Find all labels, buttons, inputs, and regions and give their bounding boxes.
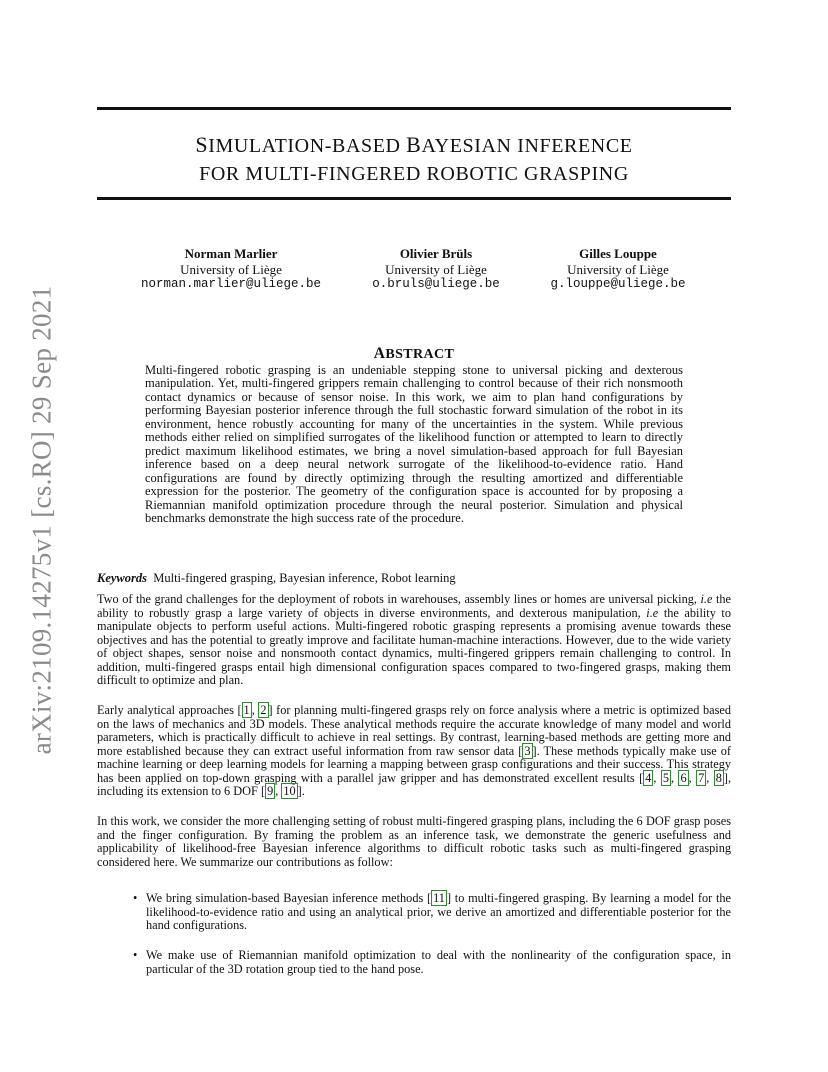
- contribution-text: We make use of Riemannian manifold optimization to deal with the nonlinearity of the configuration space, in particular of the 3D rotation group tied to the hand pose.: [146, 948, 731, 976]
- keywords-label: Keywords: [97, 571, 147, 585]
- citation-link[interactable]: 6: [680, 770, 687, 785]
- title-initial-2: B: [406, 132, 422, 157]
- keywords-text: Multi-fingered grasping, Bayesian inference, Robot learning: [153, 571, 456, 585]
- bullet-marker: •: [133, 948, 138, 962]
- author-email[interactable]: norman.marlier@uliege.be: [140, 277, 322, 291]
- citation-link[interactable]: 1: [243, 703, 250, 717]
- author-affiliation: University of Liège: [567, 261, 669, 277]
- text-span: i.e: [700, 592, 713, 606]
- author-affiliation: University of Liège: [180, 261, 282, 277]
- citation-link[interactable]: 11: [433, 891, 445, 905]
- keywords: [97, 571, 731, 585]
- title-bottom-rule: [97, 197, 731, 200]
- citation-link[interactable]: 2: [260, 703, 267, 717]
- citation-link[interactable]: 5: [662, 770, 669, 785]
- contribution-item-2: [133, 949, 731, 976]
- text-span: ,: [251, 703, 259, 717]
- text-span: ] for planning multi-fingered grasps rely on force analysis where a metric is optimized based on the laws of mechanics and 3D models. These analytical methods require the accurate knowledge of many model and world parameters, which is practically difficult to achieve in real settings. By contrast, learning-based methods are getting more and more established because they can extract useful information from raw sensor data [: [97, 703, 731, 758]
- text-span: ] to multi-fingered grasping. By learning a model for the likelihood-to-evidence ratio and using an analytical prior, we derive an amortized and differentiable posterior for the hand configurations.: [146, 891, 731, 932]
- citation-link[interactable]: 3: [524, 743, 531, 758]
- text-span: the ability to manipulate objects to perform useful actions. Multi-fingered robotic grasping represents a promising avenue towards these objectives and has the potential to greatly improve and facilitate human-machine interactions. However, due to the wide variety of object shapes, sensor noise and nonsmooth contact dynamics, multi-fingered grippers remain challenging to control. In addition, multi-fingered grasps entail high dimensional configuration spaces compared to two-fingered grasps, making them difficult to optimize and plan.: [97, 605, 732, 687]
- text-span: Early analytical approaches [: [97, 703, 242, 717]
- intro-paragraph-3: In this work, we consider the more challenging setting of robust multi-fingered grasping plans, including the 6 DOF grasp poses and the finger configuration. By framing the problem as an inference task, we demonstrate the generic usefulness and applicability of likelihood-free Bayesian inference algorithms to difficult robotic tasks such as multi-fingered grasping considered here. We summarize our contributions as follow:: [97, 814, 731, 869]
- citation-link[interactable]: 8: [715, 770, 722, 785]
- abstract-heading-text: BSTRACT: [385, 347, 455, 362]
- author-name: Gilles Louppe: [579, 246, 657, 261]
- text-span: i.e: [646, 605, 659, 620]
- contribution-text: [146, 892, 731, 933]
- title-initial-1: S: [195, 132, 209, 157]
- author-1: [131, 246, 331, 293]
- title-top-rule: [97, 107, 731, 110]
- text-span: ]. These methods typically make use of machine learning or deep learning models for learning a mapping between grasp configurations and their success. This strategy has been applied on top-down grasping with a parallel jaw gripper and has demonstrated excellent results [: [97, 743, 731, 785]
- author-3: [518, 246, 718, 293]
- author-name: Olivier Brüls: [399, 246, 473, 261]
- paper-title: [97, 131, 731, 188]
- author-email[interactable]: o.bruls@uliege.be: [372, 277, 500, 291]
- abstract-text: Multi-fingered robotic grasping is an undeniable stepping stone to universal picking and dexterous manipulation. Yet, multi-fingered grippers remain challenging to control because of their rich nonsmooth contact dynamics or because of sensor noise. In this work, we aim to plan hand configurations by performing Bayesian posterior inference through the full stochastic forward simulation of the robot in its environment, hence robustly accounting for many of the uncertainties in the system. While previous methods either relied on simplified surrogates of the likelihood function or attempted to learn to directly predict maximum likelihood estimates, we bring a novel simulation-based approach for full Bayesian inference based on a deep neural network surrogate of the likelihood-to-evidence ratio. Hand configurations are found by directly optimizing through the resulting amortized and differentiable expression for the posterior. The geometry of the configuration space is accounted for by proposing a Riemannian manifold optimization procedure through the neural posterior. Simulation and physical benchmarks demonstrate the high success rate of the procedure.: [145, 363, 683, 525]
- author-email[interactable]: g.louppe@uliege.be: [550, 277, 686, 291]
- contribution-item-1: [133, 892, 731, 933]
- title-line-2: FOR MULTI-FINGERED ROBOTIC GRASPING: [199, 163, 629, 185]
- text-span: Two of the grand challenges for the deployment of robots in warehouses, assembly lines or homes are universal picking,: [97, 592, 701, 606]
- text-span: the ability to robustly grasp a large variety of objects in diverse environments, and dexterous manipulation,: [97, 592, 731, 620]
- title-text-2: AYESIAN INFERENCE: [421, 135, 633, 157]
- intro-paragraph-2: Early analytical approaches [ 1 , 2 ] for planning multi-fingered grasps rely on force analysis where a metric is optimized based on the laws of mechanics and 3D models. These analytical methods require the accurate knowledge of many model and world parameters, which is practically difficult to achieve in real settings. By contrast, learning-based methods are getting more and more established because they can extract useful information from raw sensor data [ 3 ]. These methods typically make use of machine learning or deep learning models for learning a mapping between grasp configurations and their success. This strategy has been applied on top-down grasping with a parallel jaw gripper and has demonstrated excellent results [ 4 , 5 , 6 , 7 , 8 ], including its extension to 6 DOF [ 9 , 10 ].: [97, 703, 732, 798]
- text-span: We bring simulation-based Bayesian inference methods [: [146, 891, 432, 905]
- abstract-heading: [0, 345, 828, 363]
- title-line-1: [97, 131, 731, 160]
- author-affiliation: University of Liège: [385, 261, 487, 277]
- intro-paragraph-1: [97, 593, 731, 688]
- citation-link[interactable]: 10: [283, 784, 296, 798]
- arxiv-identifier: arXiv:2109.14275v1 [cs.RO] 29 Sep 2021: [26, 285, 57, 755]
- citation-link[interactable]: 9: [267, 784, 274, 798]
- citation-link[interactable]: 7: [698, 770, 705, 785]
- text-span: ], including its extension to 6 DOF [: [97, 770, 732, 798]
- bullet-marker: •: [133, 891, 138, 905]
- author-2: [336, 246, 536, 293]
- citation-link[interactable]: 4: [645, 770, 652, 785]
- author-block: [97, 246, 731, 306]
- author-name: Norman Marlier: [184, 246, 278, 261]
- title-text-1: IMULATION-BASED: [208, 135, 407, 157]
- abstract-heading-initial: A: [373, 345, 386, 362]
- text-span: ].: [297, 784, 305, 798]
